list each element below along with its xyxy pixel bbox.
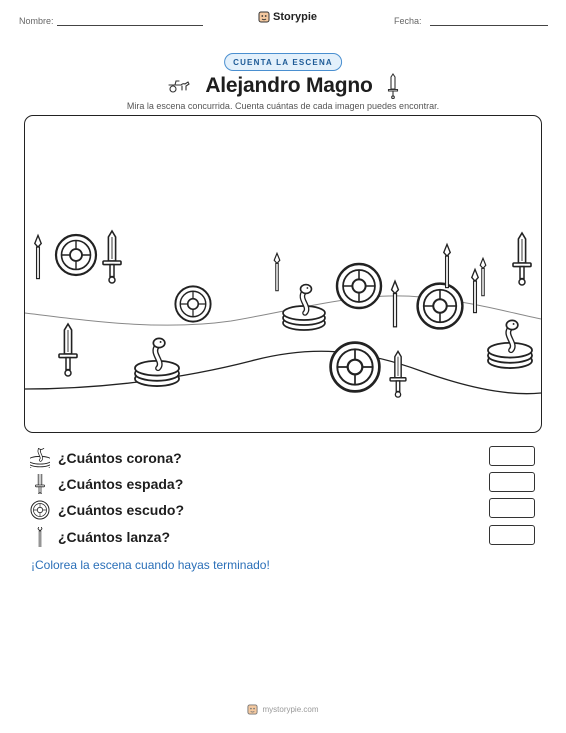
escudo-icon — [337, 264, 381, 308]
badge: CUENTA LA ESCENA — [224, 53, 342, 71]
escudo-icon — [30, 500, 50, 520]
lanza-icon — [480, 258, 486, 295]
name-field[interactable] — [57, 25, 203, 26]
date-label: Fecha: — [394, 16, 422, 26]
corona-icon — [30, 448, 50, 468]
escudo-icon — [175, 286, 210, 321]
question-label: ¿Cuántos lanza? — [58, 529, 171, 545]
question-row — [30, 499, 184, 521]
question-label: ¿Cuántos corona? — [58, 450, 182, 466]
footer — [0, 704, 566, 715]
question-label: ¿Cuántos escudo? — [58, 502, 185, 518]
question-row — [30, 526, 170, 548]
question-row — [30, 447, 182, 469]
lanza-icon — [35, 235, 41, 278]
answer-box[interactable] — [489, 446, 535, 466]
date-field[interactable] — [430, 25, 548, 26]
answer-box[interactable] — [489, 498, 535, 518]
storypie-logo-icon — [247, 704, 258, 715]
espada-icon — [30, 474, 50, 494]
answer-box[interactable] — [489, 525, 535, 545]
lanza-icon — [30, 527, 50, 547]
question-label: ¿Cuántos espada? — [58, 476, 184, 492]
lanza-icon — [472, 269, 478, 312]
footer-url: mystorypie.com — [262, 705, 319, 714]
chariot-icon — [167, 78, 191, 94]
storypie-logo-icon — [258, 11, 270, 23]
scene-panel — [24, 115, 542, 433]
espada-icon — [59, 324, 77, 376]
escudo-icon — [56, 235, 96, 275]
espada-icon — [513, 233, 531, 285]
espada-icon — [390, 351, 406, 397]
espada-icon — [103, 231, 121, 283]
escudo-icon — [418, 284, 463, 329]
lanza-icon — [444, 244, 450, 287]
page-title: Alejandro Magno — [205, 74, 373, 97]
finish-instruction: ¡Colorea la escena cuando hayas terminado! — [31, 558, 270, 572]
escudo-icon — [331, 343, 380, 392]
lanza-icon — [274, 253, 280, 290]
corona-icon — [283, 285, 325, 330]
brand-name: Storypie — [273, 11, 318, 23]
corona-icon — [488, 320, 532, 368]
brand-logo — [258, 11, 317, 23]
instructions: Mira la escena concurrida. Cuenta cuántas de cada imagen puedes encontrar. — [126, 101, 440, 111]
answer-box[interactable] — [489, 472, 535, 492]
lanza-icon — [392, 281, 399, 327]
question-row — [30, 473, 183, 495]
corona-icon — [135, 338, 179, 386]
title-row — [0, 72, 566, 100]
scene-illustration — [25, 116, 541, 432]
sword-icon — [387, 73, 399, 99]
name-label: Nombre: — [19, 16, 54, 26]
